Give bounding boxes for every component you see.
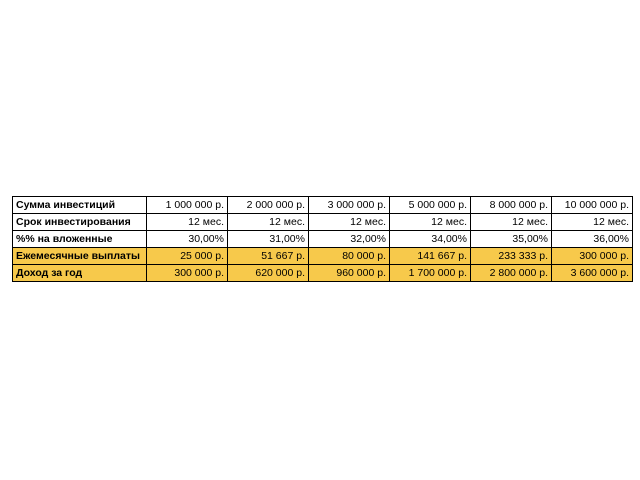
table-cell: 34,00% <box>390 231 471 248</box>
table-cell: 3 600 000 р. <box>552 265 633 282</box>
table-cell: 10 000 000 р. <box>552 197 633 214</box>
table-cell: 36,00% <box>552 231 633 248</box>
table-row-investment-amount <box>13 197 633 214</box>
table-cell: 30,00% <box>147 231 228 248</box>
table-cell: 1 000 000 р. <box>147 197 228 214</box>
table-cell: 2 000 000 р. <box>228 197 309 214</box>
table-cell: 12 мес. <box>471 214 552 231</box>
table-cell: 51 667 р. <box>228 248 309 265</box>
table-cell: 12 мес. <box>147 214 228 231</box>
table-cell: 12 мес. <box>390 214 471 231</box>
table-cell: 5 000 000 р. <box>390 197 471 214</box>
row-label: Срок инвестирования <box>13 214 147 231</box>
table-cell: 233 333 р. <box>471 248 552 265</box>
table-cell: 12 мес. <box>552 214 633 231</box>
table-cell: 12 мес. <box>228 214 309 231</box>
row-label: Ежемесячные выплаты <box>13 248 147 265</box>
table-cell: 31,00% <box>228 231 309 248</box>
table-cell: 620 000 р. <box>228 265 309 282</box>
table-cell: 32,00% <box>309 231 390 248</box>
row-label: Доход за год <box>13 265 147 282</box>
table-cell: 25 000 р. <box>147 248 228 265</box>
table-cell: 8 000 000 р. <box>471 197 552 214</box>
table-cell: 2 800 000 р. <box>471 265 552 282</box>
table-cell: 960 000 р. <box>309 265 390 282</box>
table-row-monthly-payments <box>13 248 633 265</box>
table-row-interest-rate <box>13 231 633 248</box>
table-row-investment-term <box>13 214 633 231</box>
table-cell: 35,00% <box>471 231 552 248</box>
table-cell: 80 000 р. <box>309 248 390 265</box>
table-row-annual-income <box>13 265 633 282</box>
table-cell: 3 000 000 р. <box>309 197 390 214</box>
investment-table <box>12 196 633 282</box>
table-cell: 12 мес. <box>309 214 390 231</box>
table-cell: 300 000 р. <box>552 248 633 265</box>
table-cell: 141 667 р. <box>390 248 471 265</box>
table-cell: 300 000 р. <box>147 265 228 282</box>
table-cell: 1 700 000 р. <box>390 265 471 282</box>
row-label: Сумма инвестиций <box>13 197 147 214</box>
row-label: %% на вложенные <box>13 231 147 248</box>
